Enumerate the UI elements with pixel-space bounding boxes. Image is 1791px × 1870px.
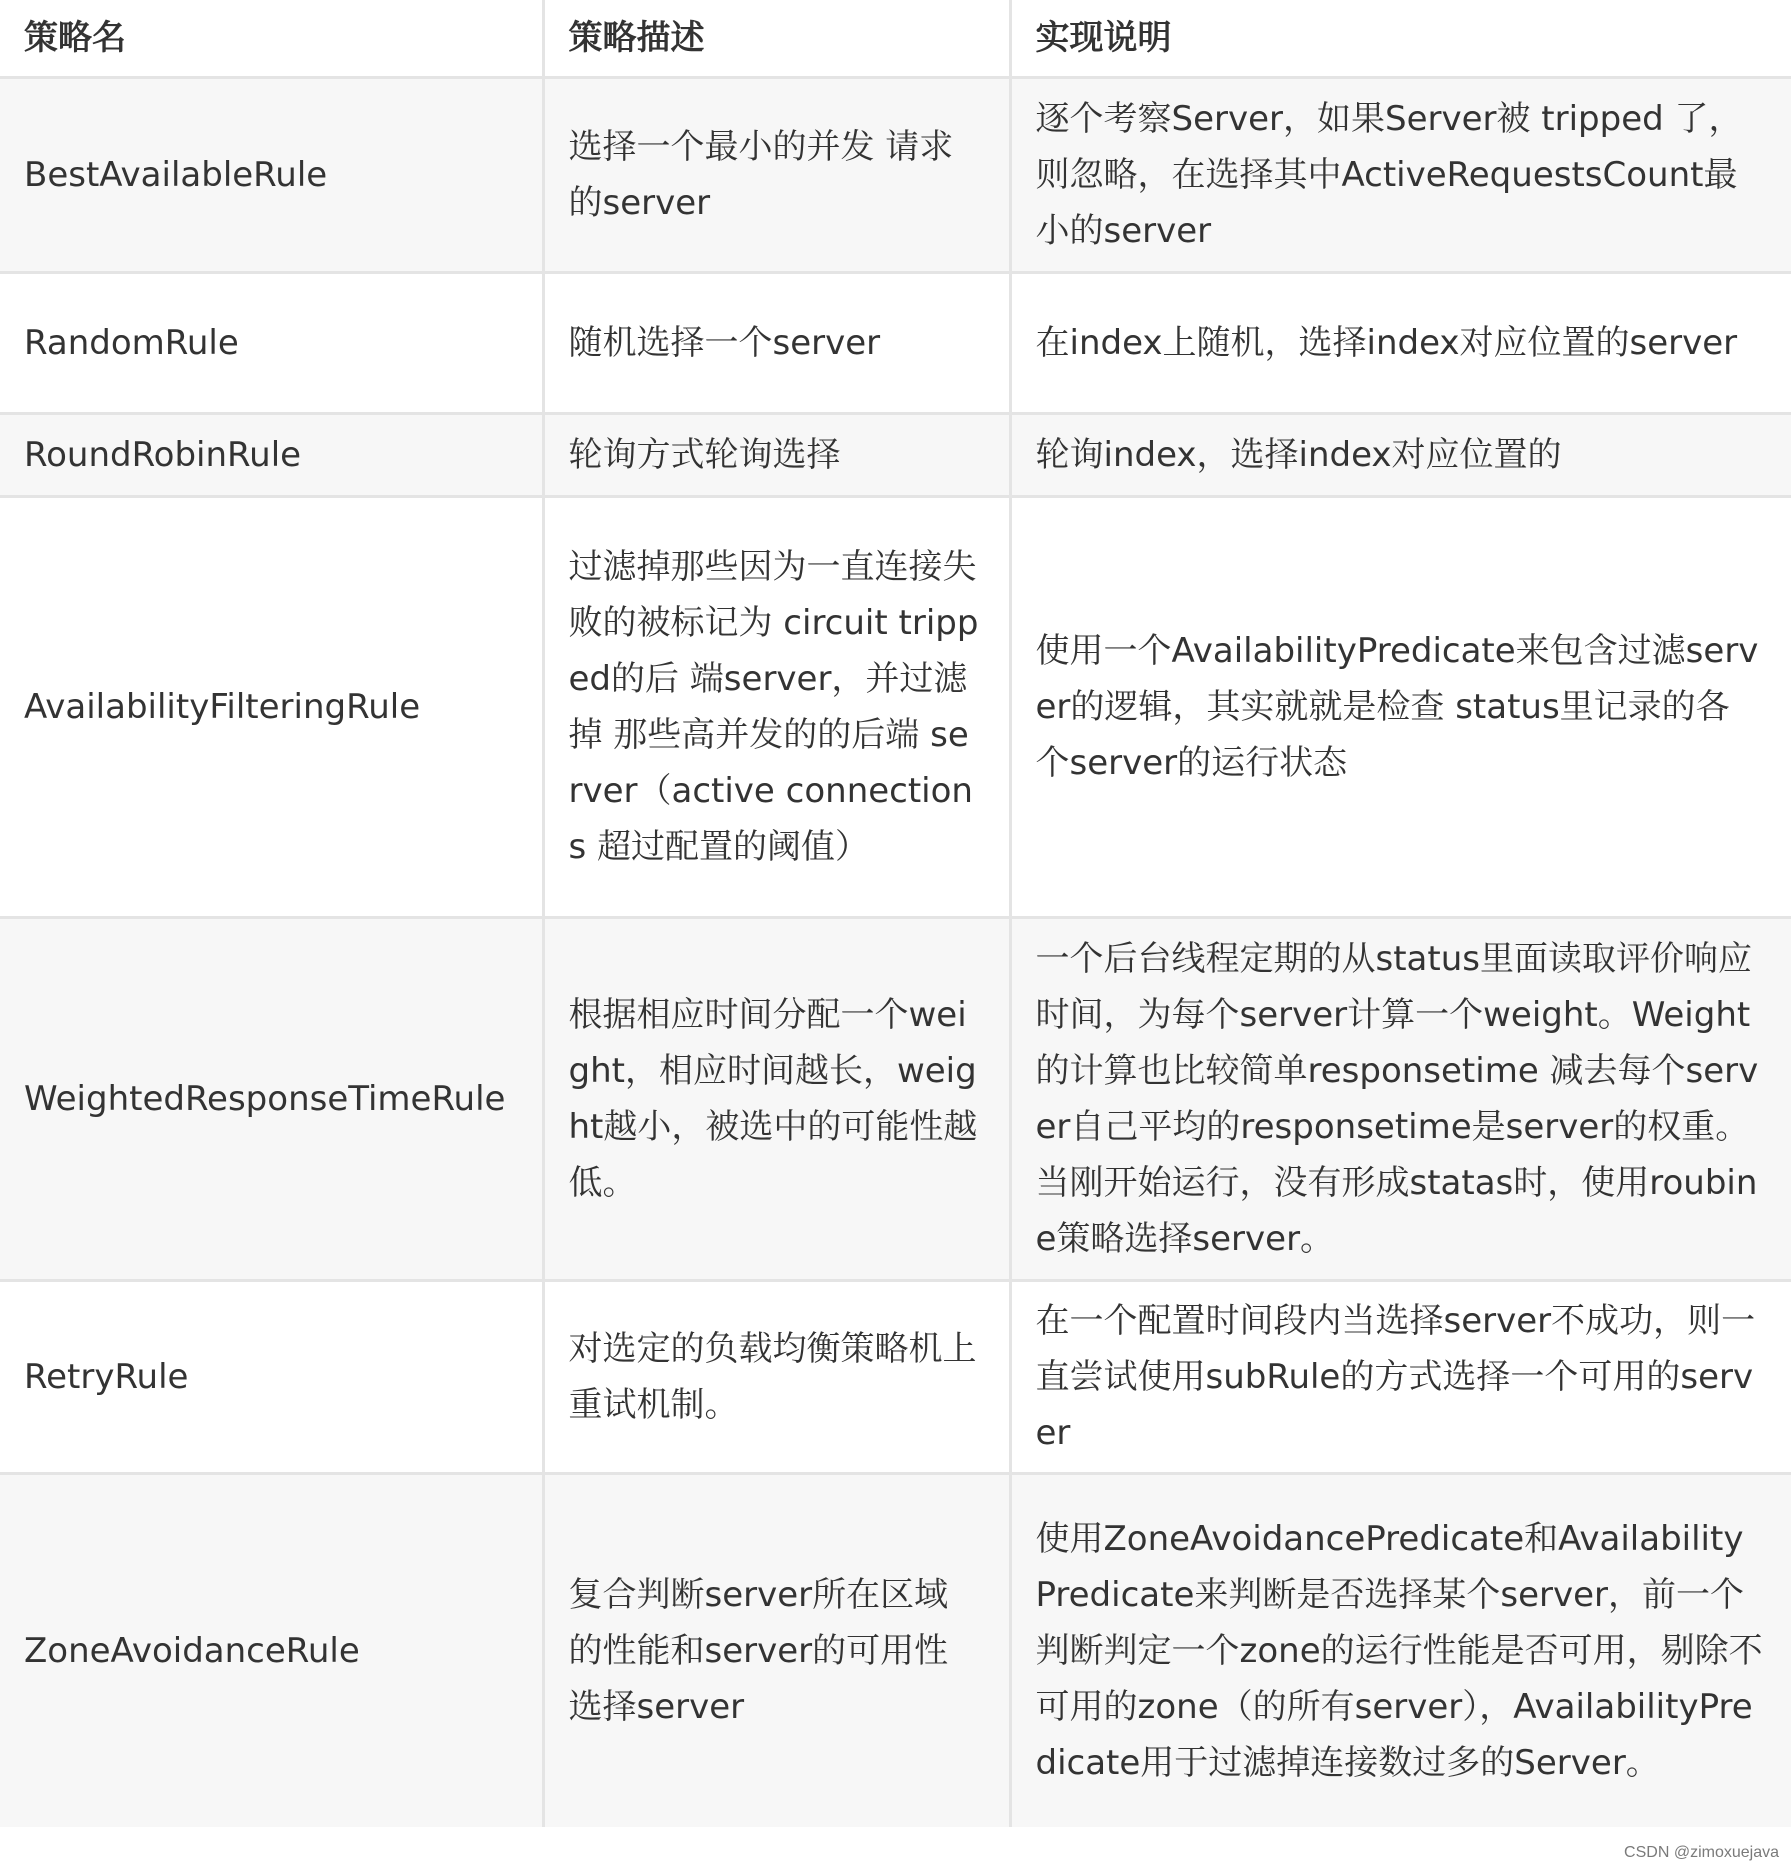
csdn-watermark: CSDN @zimoxuejava [1624, 1844, 1779, 1861]
cell-implementation: 使用一个AvailabilityPredicate来包含过滤server的逻辑，其实就就是检查 status里记录的各个server的运行状态 [1010, 497, 1791, 918]
cell-implementation: 轮询index，选择index对应位置的 [1010, 414, 1791, 497]
table-row [0, 497, 1791, 918]
header-strategy-name: 策略名 [0, 0, 543, 78]
cell-strategy-name: RoundRobinRule [0, 414, 543, 497]
table-row [0, 414, 1791, 497]
cell-strategy-name: AvailabilityFilteringRule [0, 497, 543, 918]
cell-implementation: 使用ZoneAvoidancePredicate和AvailabilityPredicate来判断是否选择某个server，前一个判断判定一个zone的运行性能是否可用，剔除不可用的zone（的所有server），AvailabilityPredicate用于过滤掉连接数过多的Server。 [1010, 1474, 1791, 1828]
cell-strategy-description: 对选定的负载均衡策略机上重试机制。 [543, 1281, 1010, 1474]
cell-implementation: 逐个考察Server，如果Server被 tripped 了，则忽略，在选择其中ActiveRequestsCount最小的server [1010, 78, 1791, 273]
header-implementation: 实现说明 [1010, 0, 1791, 78]
cell-strategy-description: 复合判断server所在区域的性能和server的可用性选择server [543, 1474, 1010, 1828]
cell-strategy-description: 过滤掉那些因为一直连接失败的被标记为 circuit tripped的后 端server，并过滤掉 那些高并发的的后端 server（active connections 超过配置的阈值） [543, 497, 1010, 918]
cell-strategy-name: BestAvailableRule [0, 78, 543, 273]
table-row [0, 273, 1791, 414]
table-row [0, 918, 1791, 1281]
cell-strategy-name: WeightedResponseTimeRule [0, 918, 543, 1281]
cell-implementation: 一个后台线程定期的从status里面读取评价响应时间，为每个server计算一个weight。Weight的计算也比较简单responsetime 减去每个server自己平均的responsetime是server的权重。当刚开始运行，没有形成statas时，使用roubine策略选择server。 [1010, 918, 1791, 1281]
table-row [0, 78, 1791, 273]
table-row [0, 1474, 1791, 1828]
cell-implementation: 在index上随机，选择index对应位置的server [1010, 273, 1791, 414]
cell-implementation: 在一个配置时间段内当选择server不成功，则一直尝试使用subRule的方式选择一个可用的server [1010, 1281, 1791, 1474]
table-header-row [0, 0, 1791, 78]
cell-strategy-name: RetryRule [0, 1281, 543, 1474]
cell-strategy-name: RandomRule [0, 273, 543, 414]
cell-strategy-name: ZoneAvoidanceRule [0, 1474, 543, 1828]
cell-strategy-description: 随机选择一个server [543, 273, 1010, 414]
table-row [0, 1281, 1791, 1474]
cell-strategy-description: 选择一个最小的并发 请求的server [543, 78, 1010, 273]
cell-strategy-description: 轮询方式轮询选择 [543, 414, 1010, 497]
header-strategy-description: 策略描述 [543, 0, 1010, 78]
cell-strategy-description: 根据相应时间分配一个weight，相应时间越长，weight越小，被选中的可能性越低。 [543, 918, 1010, 1281]
